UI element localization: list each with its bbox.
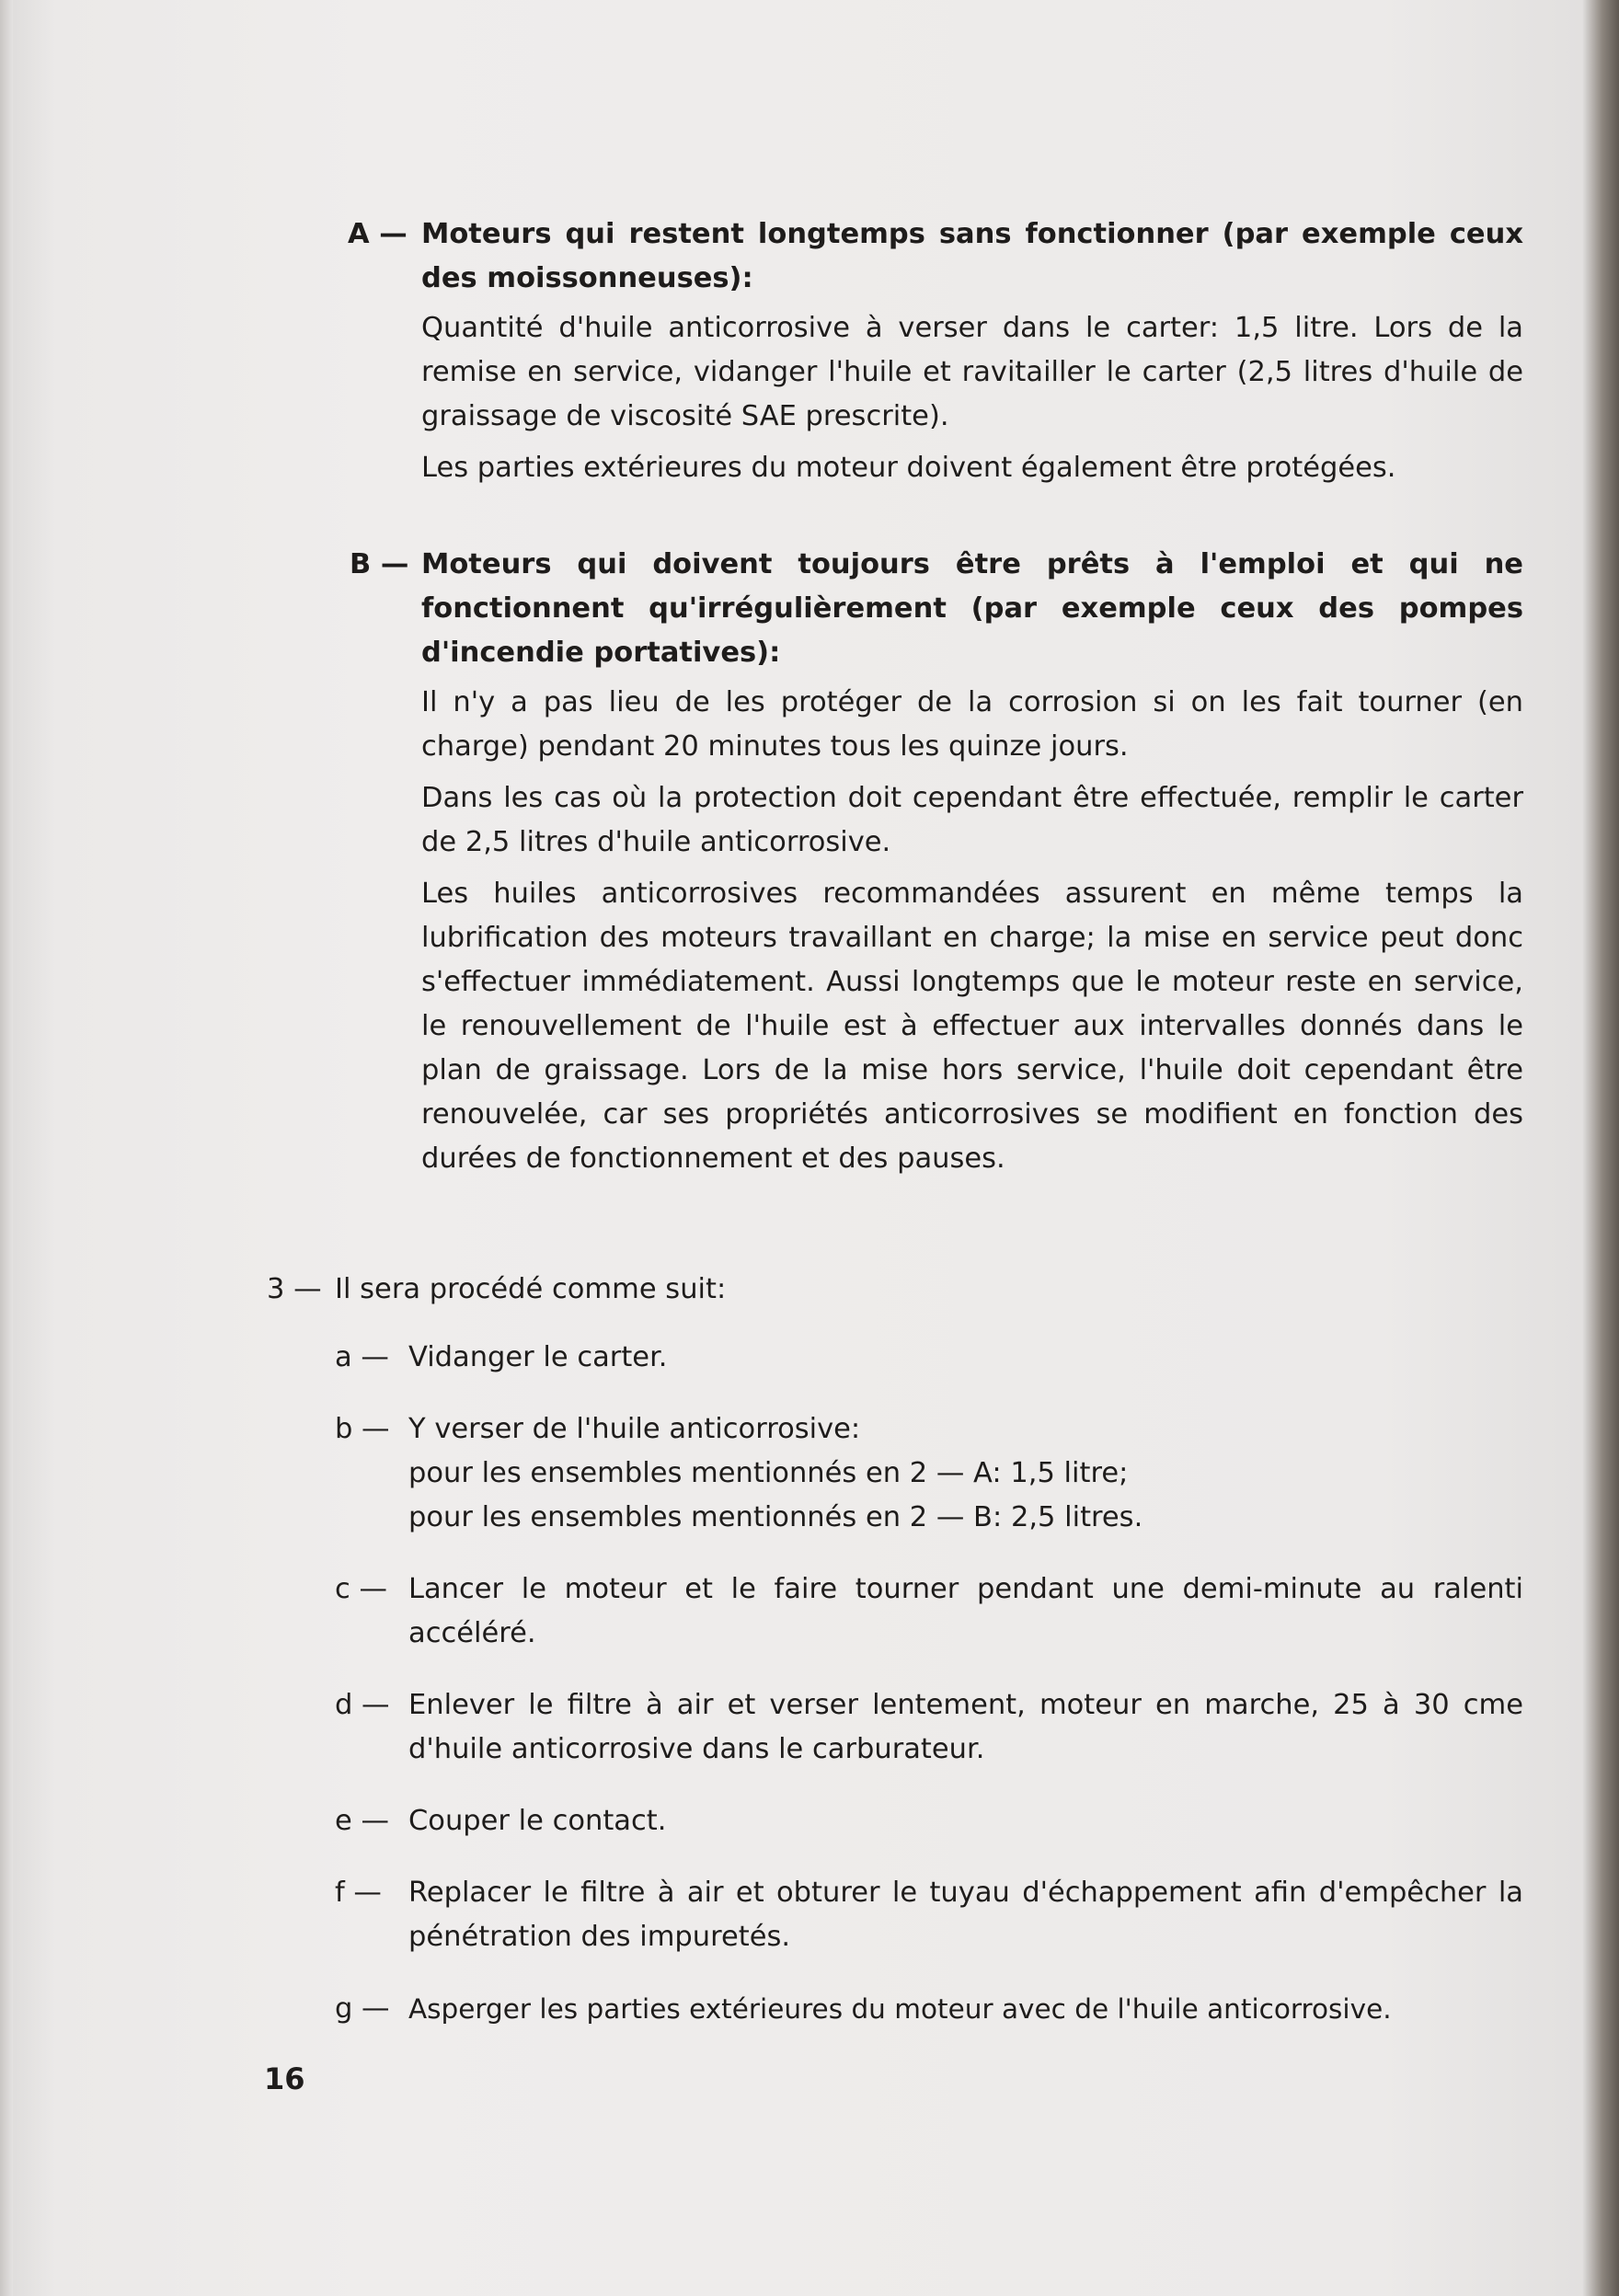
step-label: d — [335, 1689, 390, 1721]
page-number: 16 [264, 2061, 305, 2096]
step-f [335, 1871, 1523, 1959]
section-a-paragraph: Quantité d'huile anticorrosive à verser dans le carter: 1,5 litre. Lors de la remise en service, vidanger l'huile et ravitailler le carter (2,5 litres d'huile de graissage de viscosité SAE prescrite). [421, 312, 1523, 432]
step-label: a — [335, 1341, 389, 1373]
page-binding-edge [0, 0, 13, 2296]
step-label: f — [335, 1877, 382, 1909]
step-text: Replacer le filtre à air et obturer le tuyau d'échappement afin d'empêcher la pénétration des impuretés. [408, 1877, 1523, 1953]
section-b-heading-row [350, 543, 1523, 675]
section-3-text: Il sera procédé comme suit: [335, 1273, 727, 1305]
step-text: Enlever le filtre à air et verser lentement, moteur en marche, 25 à 30 cme d'huile anticorrosive dans le carburateur. [408, 1689, 1523, 1765]
step-line: Y verser de l'huile anticorrosive: [408, 1413, 861, 1445]
step-c [335, 1567, 1523, 1656]
step-text: Asperger les parties extérieures du moteur avec de l'huile anticorrosive. [408, 1993, 1392, 2025]
section-b-paragraph: Dans les cas où la protection doit cependant être effectuée, remplir le carter de 2,5 litres d'huile anticorrosive. [421, 782, 1523, 858]
section-3-label: 3 — [267, 1273, 322, 1305]
step-text: Couper le contact. [408, 1805, 667, 1837]
section-3 [267, 1268, 1523, 1312]
step-line: pour les ensembles mentionnés en 2 — B: 2,5 litres. [408, 1501, 1143, 1533]
procedure-steps [335, 1336, 1523, 2059]
section-a-heading-row [348, 212, 1523, 301]
section-b-heading: Moteurs qui doivent toujours être prêts à l'emploi et qui ne fonctionnent qu'irrégulièrement (par exemple ceux des pompes d'incendie portatives): [421, 548, 1523, 669]
step-label: g — [335, 1992, 390, 2025]
section-a [348, 212, 1523, 498]
section-b-body [421, 681, 1523, 1181]
section-a-label: A — [348, 218, 408, 250]
step-text [408, 1407, 1523, 1540]
step-text: Lancer le moteur et le faire tourner pendant une demi-minute au ralenti accéléré. [408, 1573, 1523, 1649]
step-text [408, 1336, 1523, 1380]
step-label: c — [335, 1573, 387, 1605]
section-b-paragraph: Il n'y a pas lieu de les protéger de la corrosion si on les fait tourner (en charge) pendant 20 minutes tous les quinze jours. [421, 686, 1523, 763]
section-a-body [421, 306, 1523, 490]
step-b [335, 1407, 1523, 1540]
step-g [335, 1987, 1523, 2031]
step-line: Vidanger le carter. [408, 1341, 668, 1373]
step-a [335, 1336, 1523, 1380]
section-b [350, 543, 1523, 1188]
section-b-label: B — [350, 548, 409, 580]
section-3-row [267, 1268, 1523, 1312]
section-a-paragraph: Les parties extérieures du moteur doivent également être protégées. [421, 452, 1396, 484]
step-line: pour les ensembles mentionnés en 2 — A: 1,5 litre; [408, 1457, 1129, 1489]
section-b-paragraph: Les huiles anticorrosives recommandées assurent en même temps la lubrification des moteurs travaillant en charge; la mise en service peut donc s'effectuer immédiatement. Aussi longtemps que le moteur reste en service, le renouvellement de l'huile est à effectuer aux intervalles donnés dans le plan de graissage. Lors de la mise hors service, l'huile doit cependant être renouvelée, car ses propriétés anticorrosives se modifient en fonction des durées de fonctionnement et des pauses. [421, 878, 1523, 1175]
step-label: e — [335, 1805, 389, 1837]
step-d [335, 1683, 1523, 1772]
step-e [335, 1799, 1523, 1843]
section-a-heading: Moteurs qui restent longtemps sans fonctionner (par exemple ceux des moissonneuses): [421, 218, 1523, 294]
step-label: b — [335, 1413, 390, 1445]
